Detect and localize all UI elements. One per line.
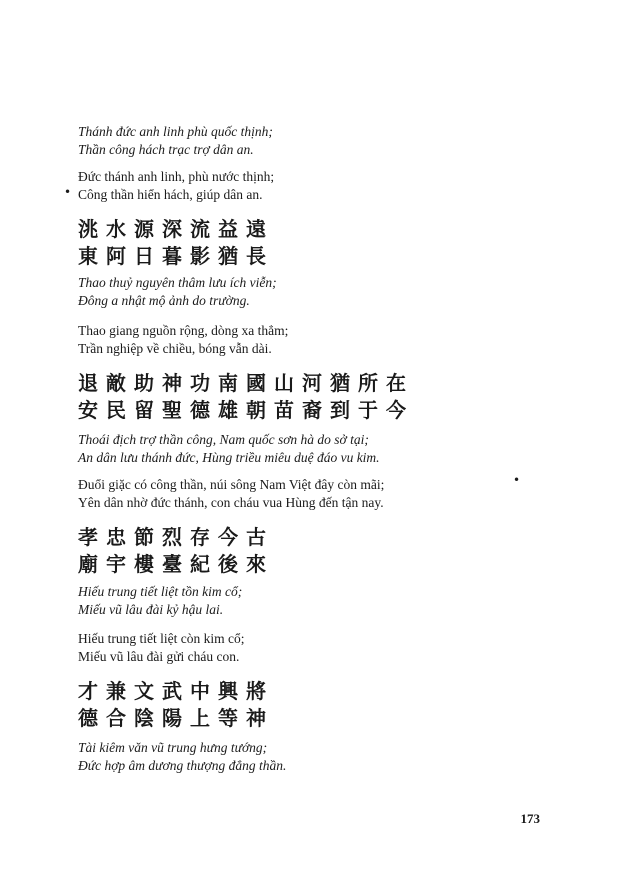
translit-line: Hiếu trung tiết liệt tồn kim cổ; xyxy=(78,584,243,599)
verse-3-translation xyxy=(78,473,558,512)
translit-line: Miếu vũ lâu đài kỷ hậu lai. xyxy=(78,602,224,617)
translit-line: An dân lưu thánh đức, Hùng triều miêu duệ đáo vu kim. xyxy=(78,450,380,465)
han-line: 安民留聖德雄朝苗裔到于今 xyxy=(78,398,414,422)
verse-2-translation xyxy=(78,322,558,358)
scan-mark: • xyxy=(64,185,72,199)
verse-4-translation xyxy=(78,630,558,666)
translit-line: Thánh đức anh linh phù quốc thịnh; xyxy=(78,124,273,139)
verse-5-han-text xyxy=(78,678,558,732)
verse-2-han-text xyxy=(78,216,558,270)
verse-4-han-text xyxy=(78,524,558,578)
verse-2-transliteration xyxy=(78,274,558,310)
translation-line: Thao giang nguồn rộng, dòng xa thẳm; xyxy=(78,323,289,338)
scan-mark: • xyxy=(513,473,521,487)
verse-1-transliteration xyxy=(78,123,558,159)
translation-line: Đuổi giặc có công thần, núi sông Nam Việt đây còn mãi; xyxy=(78,477,385,492)
translation-line: Công thần hiển hách, giúp dân an. xyxy=(78,187,263,202)
han-line: 廟宇樓臺紀後來 xyxy=(78,552,274,576)
verse-4-transliteration xyxy=(78,583,558,619)
translation-line: Hiếu trung tiết liệt còn kim cổ; xyxy=(78,631,245,646)
translation-line: Đức thánh anh linh, phù nước thịnh; xyxy=(78,169,275,184)
verse-5-transliteration xyxy=(78,739,558,775)
verse-3-transliteration xyxy=(78,431,558,467)
translit-line: Thao thuỷ nguyên thâm lưu ích viễn; xyxy=(78,275,277,290)
translation-line: Miếu vũ lâu đài gửi cháu con. xyxy=(78,649,240,664)
translit-line: Tài kiêm văn vũ trung hưng tướng; xyxy=(78,740,268,755)
han-line: 東阿日暮影猶長 xyxy=(78,244,274,268)
han-line: 才兼文武中興將 xyxy=(78,679,274,703)
translit-line: Đông a nhật mộ ảnh do trường. xyxy=(78,293,250,308)
translation-line: Trần nghiệp về chiều, bóng vẫn dài. xyxy=(78,341,272,356)
han-line: 洮水源深流益遠 xyxy=(78,217,274,241)
han-line: 退敵助神功南國山河猶所在 xyxy=(78,371,414,395)
page-number: 173 xyxy=(520,811,540,826)
verse-3-han-text xyxy=(78,370,558,424)
translit-line: Thần công hách trạc trợ dân an. xyxy=(78,142,254,157)
verse-1-translation xyxy=(78,168,558,204)
han-line: 孝忠節烈存今古 xyxy=(78,525,274,549)
translit-line: Thoái địch trợ thần công, Nam quốc sơn hà do sở tại; xyxy=(78,432,369,447)
han-line: 德合陰陽上等神 xyxy=(78,706,274,730)
translation-line: Yên dân nhờ đức thánh, con cháu vua Hùng đến tận nay. xyxy=(78,495,384,510)
translit-line: Đức hợp âm dương thượng đẳng thần. xyxy=(78,758,287,773)
